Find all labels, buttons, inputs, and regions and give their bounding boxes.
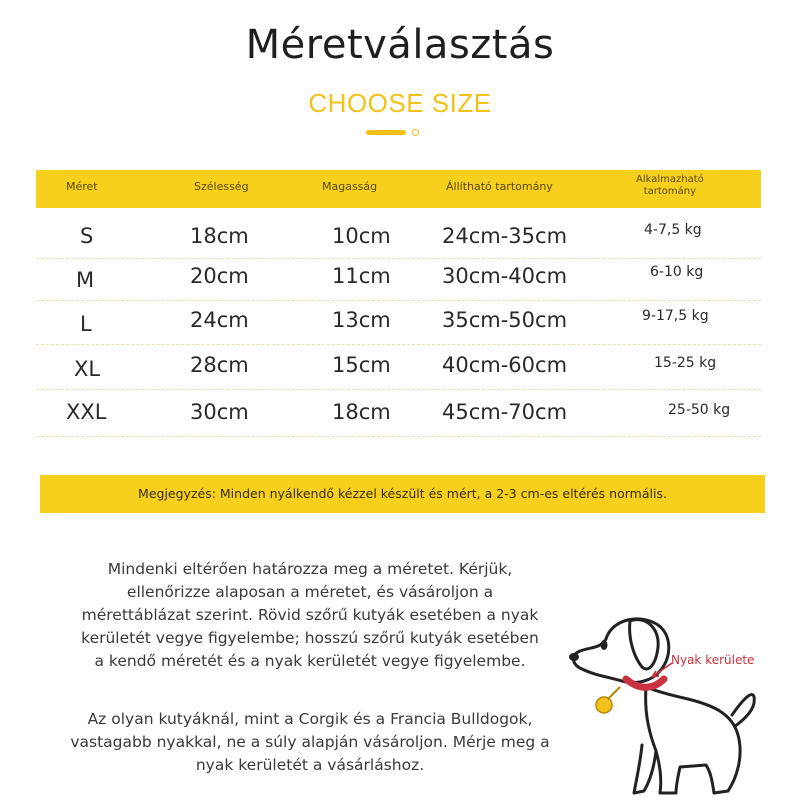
cell-weight: 6-10 kg [650, 264, 704, 280]
table-row [36, 390, 761, 437]
page-title: Méretválasztás [245, 22, 555, 68]
size-table-header [36, 170, 761, 208]
cell-width: 18cm [190, 224, 249, 248]
cell-size: L [80, 312, 92, 336]
cell-range: 45cm-70cm [442, 400, 568, 424]
cell-range: 30cm-40cm [442, 264, 568, 288]
cell-range: 24cm-35cm [442, 224, 568, 248]
cell-width: 28cm [190, 353, 249, 377]
note-banner: Megjegyzés: Minden nyálkendő kézzel készült és mért, a 2-3 cm-es eltérés normális. [40, 475, 765, 513]
header-width: Szélesség [194, 180, 249, 193]
cell-weight: 9-17,5 kg [642, 308, 709, 324]
cell-size: XL [74, 357, 101, 381]
title-divider [366, 128, 426, 138]
cell-height: 15cm [332, 353, 391, 377]
cell-width: 24cm [190, 308, 249, 332]
cell-range: 40cm-60cm [442, 353, 568, 377]
header-weight: Alkalmazható tartomány [636, 174, 704, 197]
cell-size: XXL [66, 400, 107, 424]
cell-height: 13cm [332, 308, 391, 332]
header-size: Méret [66, 180, 98, 193]
header-height: Magasság [322, 180, 378, 193]
cell-width: 30cm [190, 400, 249, 424]
cell-weight: 25-50 kg [668, 402, 731, 418]
dog-illustration-icon [560, 595, 800, 800]
cell-size: S [80, 224, 94, 248]
cell-weight: 15-25 kg [654, 355, 717, 371]
cell-range: 35cm-50cm [442, 308, 568, 332]
table-row [36, 343, 761, 390]
size-advice-paragraph: Mindenki eltérően határozza meg a méretet. Kérjük, ellenőrizze alaposan a méretet, és vásároljon a mérettáblázat szerint. Rövid szőrű kutyák esetében a nyak kerületét vegye figyelembe; hosszú szőrű kutyák esetében a kendő méretét és a nyak kerületét vegye figyelembe. [81, 560, 539, 670]
cell-height: 18cm [332, 400, 391, 424]
neck-circumference-label: Nyak kerülete [671, 653, 755, 667]
header-range: Állítható tartomány [446, 180, 553, 193]
table-row [36, 254, 761, 301]
table-row [36, 212, 761, 259]
cell-weight: 4-7,5 kg [644, 222, 702, 238]
cell-width: 20cm [190, 264, 249, 288]
table-row [36, 298, 761, 345]
cell-size: M [76, 268, 95, 292]
cell-height: 11cm [332, 264, 391, 288]
thick-neck-paragraph: Az olyan kutyáknál, mint a Corgik és a Francia Bulldogok, vastagabb nyakkal, ne a súly alapján vásároljon. Mérje meg a nyak kerületét a vásárláshoz. [70, 710, 550, 774]
page-subtitle: CHOOSE SIZE [308, 88, 492, 118]
cell-height: 10cm [332, 224, 391, 248]
